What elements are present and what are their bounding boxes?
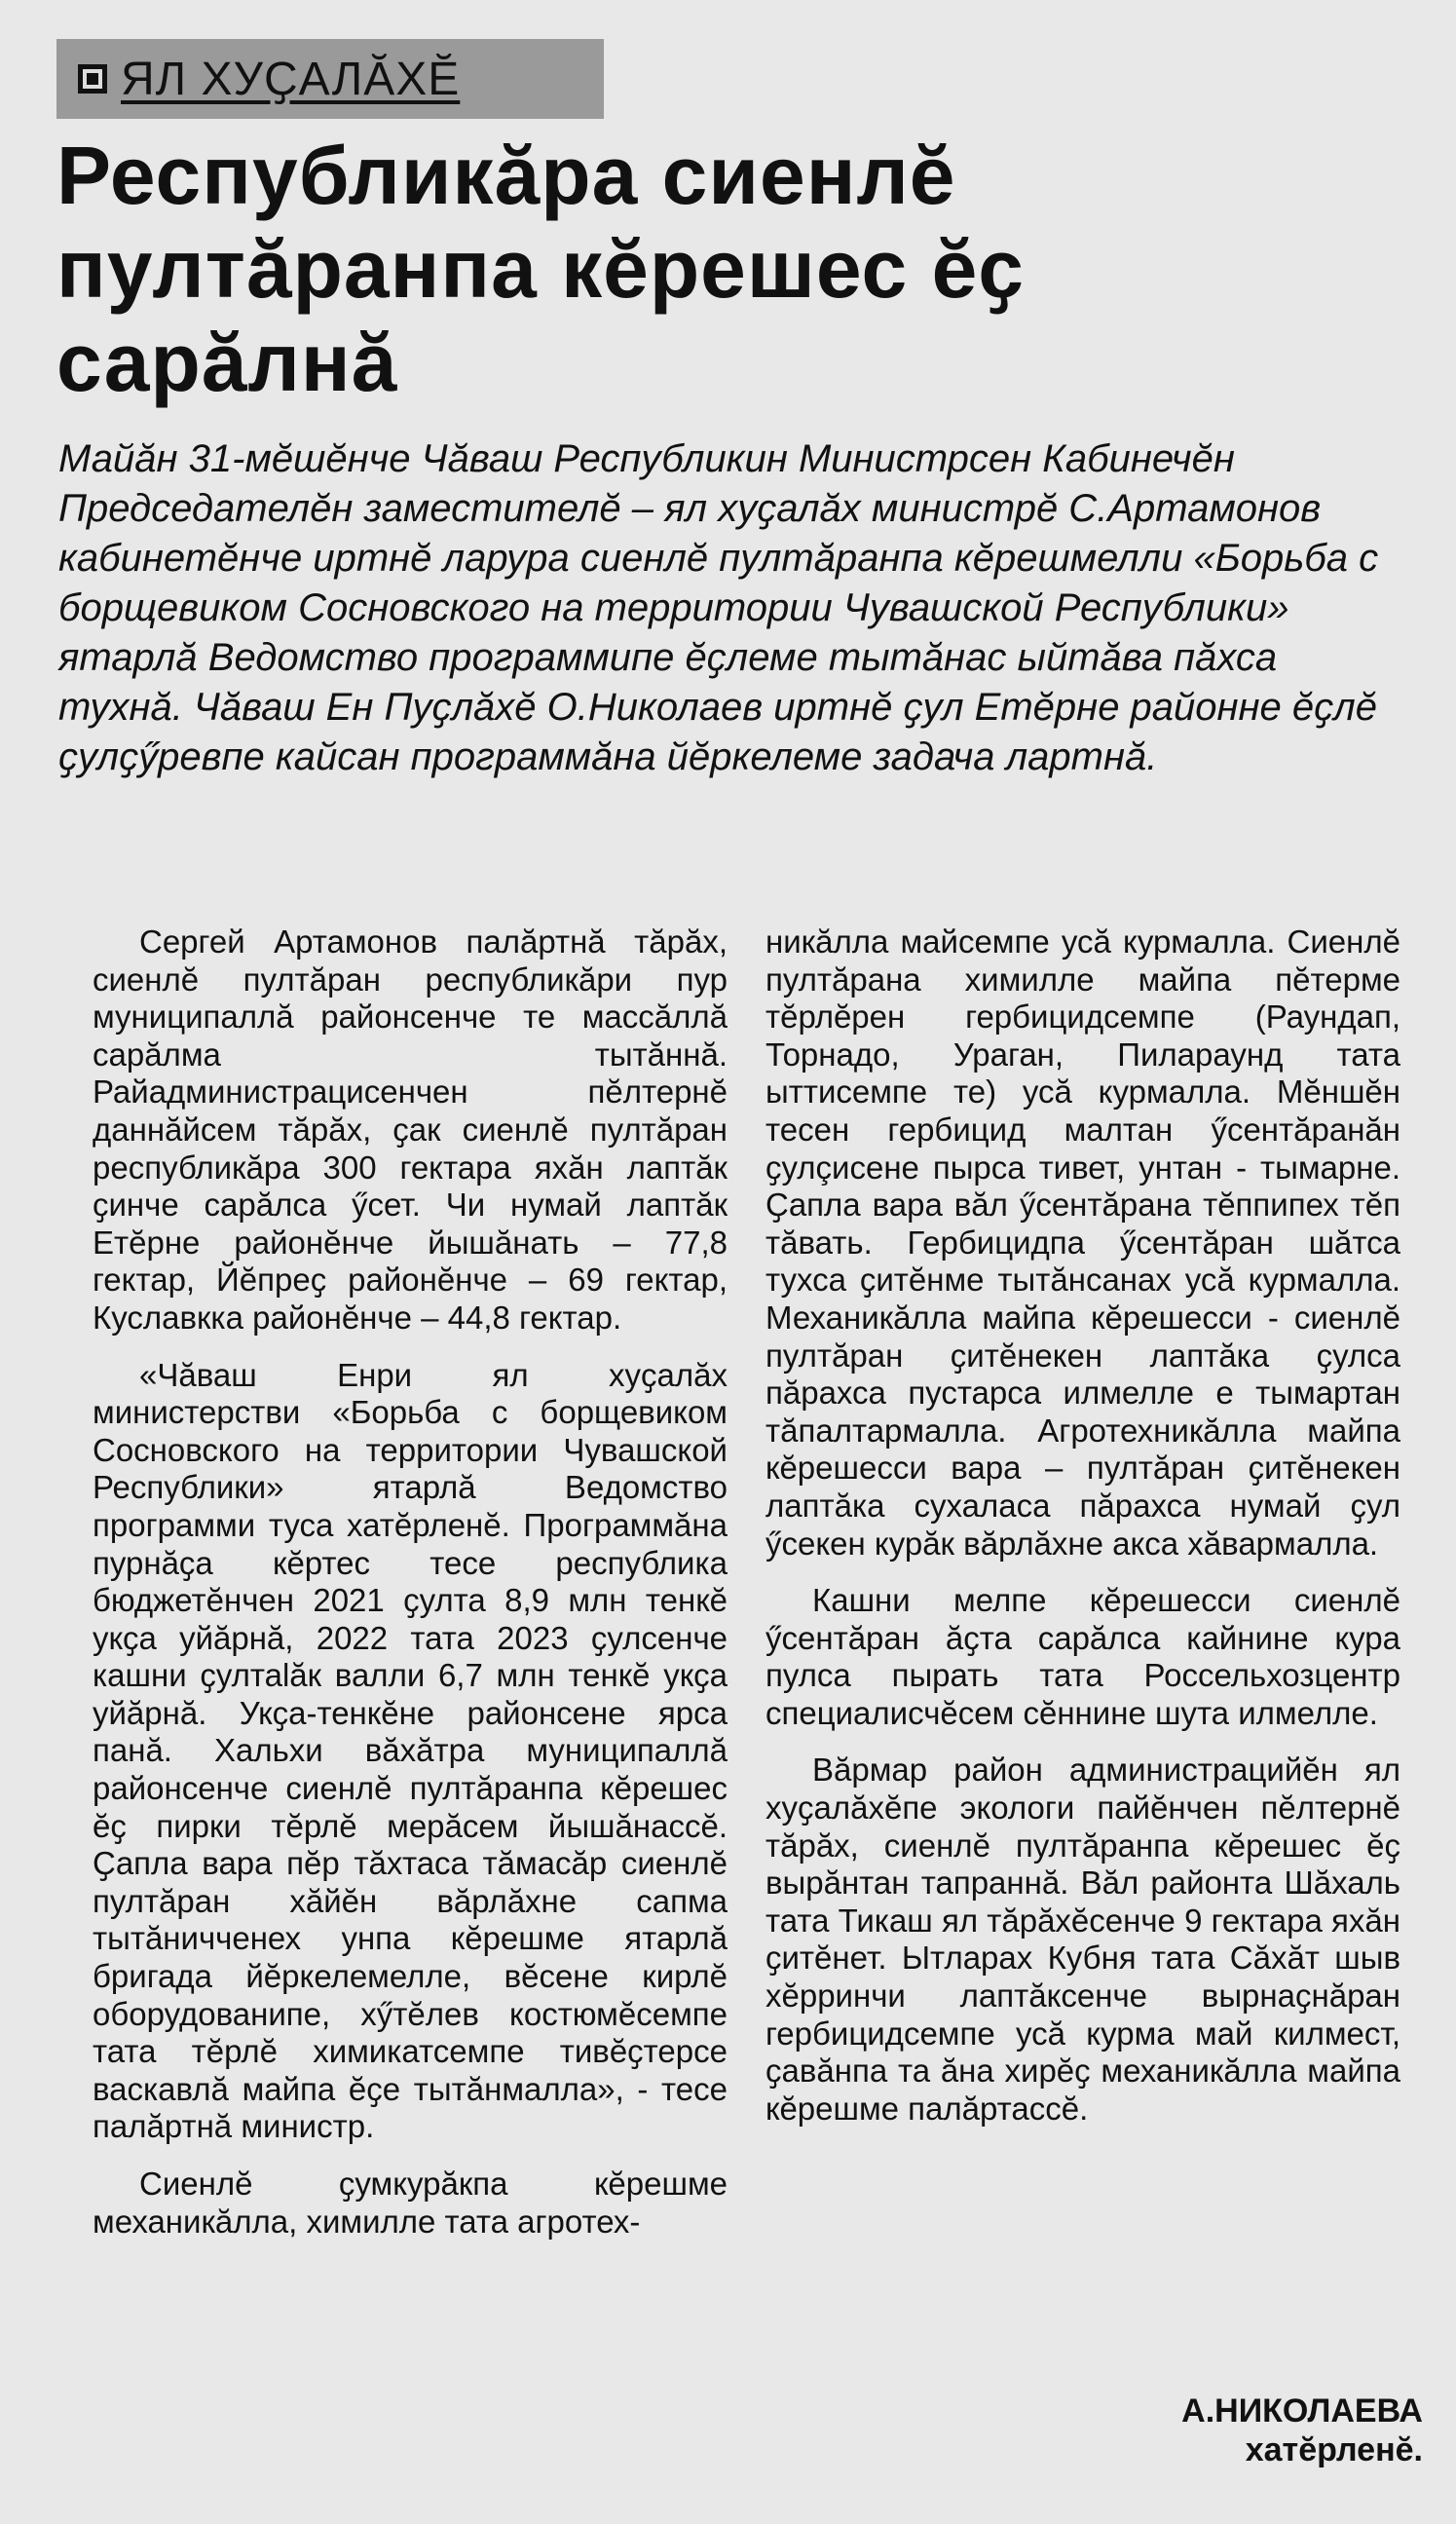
paragraph: Кашни мелпе кĕрешесси сиенлĕ ӳсентăран ăҫта сарăлса кайнине кура пулса пырать тата Россельхозцентр специалисчĕсем сĕннине шута илмелле. — [765, 1582, 1400, 1731]
section-rubric — [56, 39, 604, 119]
body-column-1 — [93, 923, 728, 2260]
paragraph: никăлла майсемпе усă курмалла. Сиенлĕ пултăрана химилле майпа пĕтерме тĕрлĕрен гербицидсемпе (Раундап, Торнадо, Ураган, Пилараунд тата ыттисемпе те) усă курмалла. Мĕншĕн тесен гербицид малтан ӳсентăранăн ҫулçисене пырса тивет, унтан - тымарне. Ҫапла вара вăл ӳсентăрана тĕппипех тĕп тăвать. Гербицидпа ӳсентăран шăтса тухса ҫитĕнме тытăнсанах усă курмалла. Механикăлла майпа кĕрешесси - сиенлĕ пултăран ҫитĕнекен лаптăка ҫулса пăрахса пустарса илмелле е тымартан тăпалтармалла. Агротехникăлла майпа кĕрешесси вара – пултăран ҫитĕнекен лаптăка сухаласа пăрахса нумай ҫул ӳсекен курăк вăрлăхне акса хăвармалла. — [765, 923, 1400, 1562]
article-headline — [56, 129, 1400, 409]
article-signature — [1181, 2392, 1423, 2469]
headline-line-1: Республикăра сиенлĕ — [56, 130, 956, 221]
rubric-label: ЯЛ ХУҪАЛĂХĔ — [121, 53, 461, 105]
headline-line-3: сарăлнă — [56, 317, 398, 408]
headline-line-2: пултăранпа кĕрешес ĕҫ — [56, 223, 1026, 315]
author-name: А.НИКОЛАЕВА — [1181, 2392, 1423, 2430]
paragraph: Сергей Артамонов палăртнă тăрăх, сиенлĕ пултăран республикăри пур муниципаллă районсенче те массăллă сарăлма тытăннă. Райадминистрацисенчен пĕлтернĕ даннăйсем тăрăх, ҫак сиенлĕ пултăран республикăра 300 гектара яхăн лаптăк ҫинче сарăлса ӳсет. Чи нумай лаптăк Етĕрне районĕнче йышăнать – 77,8 гектар, Йĕпреҫ районĕнче – 69 гектар, Куславкка районĕнче – 44,8 гектар. — [93, 923, 728, 1336]
body-column-2 — [765, 923, 1400, 2147]
square-bullet-icon — [78, 64, 107, 94]
article-lead: Майăн 31-мĕшĕнче Чăваш Республикин Министрсен Кабинечĕн Председателĕн заместителĕ – ял хуҫалăх министрĕ С.Артамонов кабинетĕнче иртнĕ ларура сиенлĕ пултăранпа кĕрешмелли «Борьба с борщевиком Сосновского на территории Чувашской Республики» ятарлă Ведомство программипе ĕҫлеме тытăнас ыйтăва пăхса тухнă. Чăваш Ен Пуҫлăхĕ О.Николаев иртнĕ ҫул Етĕрне районне ĕҫлĕ ҫулҫӳревпе кайсан программăна йĕркелеме задача лартнă. — [58, 437, 1379, 778]
author-role: хатĕрленĕ. — [1245, 2431, 1423, 2468]
paragraph: Вăрмар район администрацийĕн ял хуҫалăхĕпе экологи пайĕнчен пĕлтернĕ тăрăх, сиенлĕ пултăранпа кĕрешес ĕҫ вырăнтан тапраннă. Вăл районта Шăхаль тата Тикаш ял тăрăхĕсенче 9 гектара яхăн ҫитĕнет. Ытларах Кубня тата Сăхăт шыв хĕрринчи лаптăксенче вырнаҫнăран гербицидсемпе усă курма май килмест, ҫавăнпа та ăна хирĕҫ механикăлла майпа кĕрешме палăртассĕ. — [765, 1752, 1400, 2127]
paragraph: «Чăваш Енри ял хуҫалăх министерстви «Борьба с борщевиком Сосновского на территории Чувашской Республики» ятарлă Ведомство программи туса хатĕрленĕ. Программăна пурнăҫа кĕртес тесе республика бюджетĕнчен 2021 ҫулта 8,9 млн тенкĕ укҫа уйăрнă, 2022 тата 2023 ҫулсенче кашни ҫултаlăк валли 6,7 млн тенкĕ укҫа уйăрнă. Укҫа-тенкĕне районсене ярса панă. Хальхи вăхăтра муниципаллă районсенче сиенлĕ пултăранпа кĕрешес ĕҫ пирки тĕрлĕ мерăсем йышăнассĕ. Ҫапла вара пĕр тăхтаса тăмасăр сиенлĕ пултăран хăйĕн вăрлăхне сапма тытăничченех унпа кĕрешме ятарлă бригада йĕркелемелле, вĕсене кирлĕ оборудованипе, хӳтĕлев костюмĕсемпе тата тĕрлĕ химикатсемпе тивĕҫтерсе васкавлă майпа ĕҫе тытăнмалла», - тесе палăртнă министр. — [93, 1356, 728, 2145]
paragraph: Сиенлĕ ҫумкурăкпа кĕрешме механикăлла, химилле тата агротех- — [93, 2166, 728, 2240]
